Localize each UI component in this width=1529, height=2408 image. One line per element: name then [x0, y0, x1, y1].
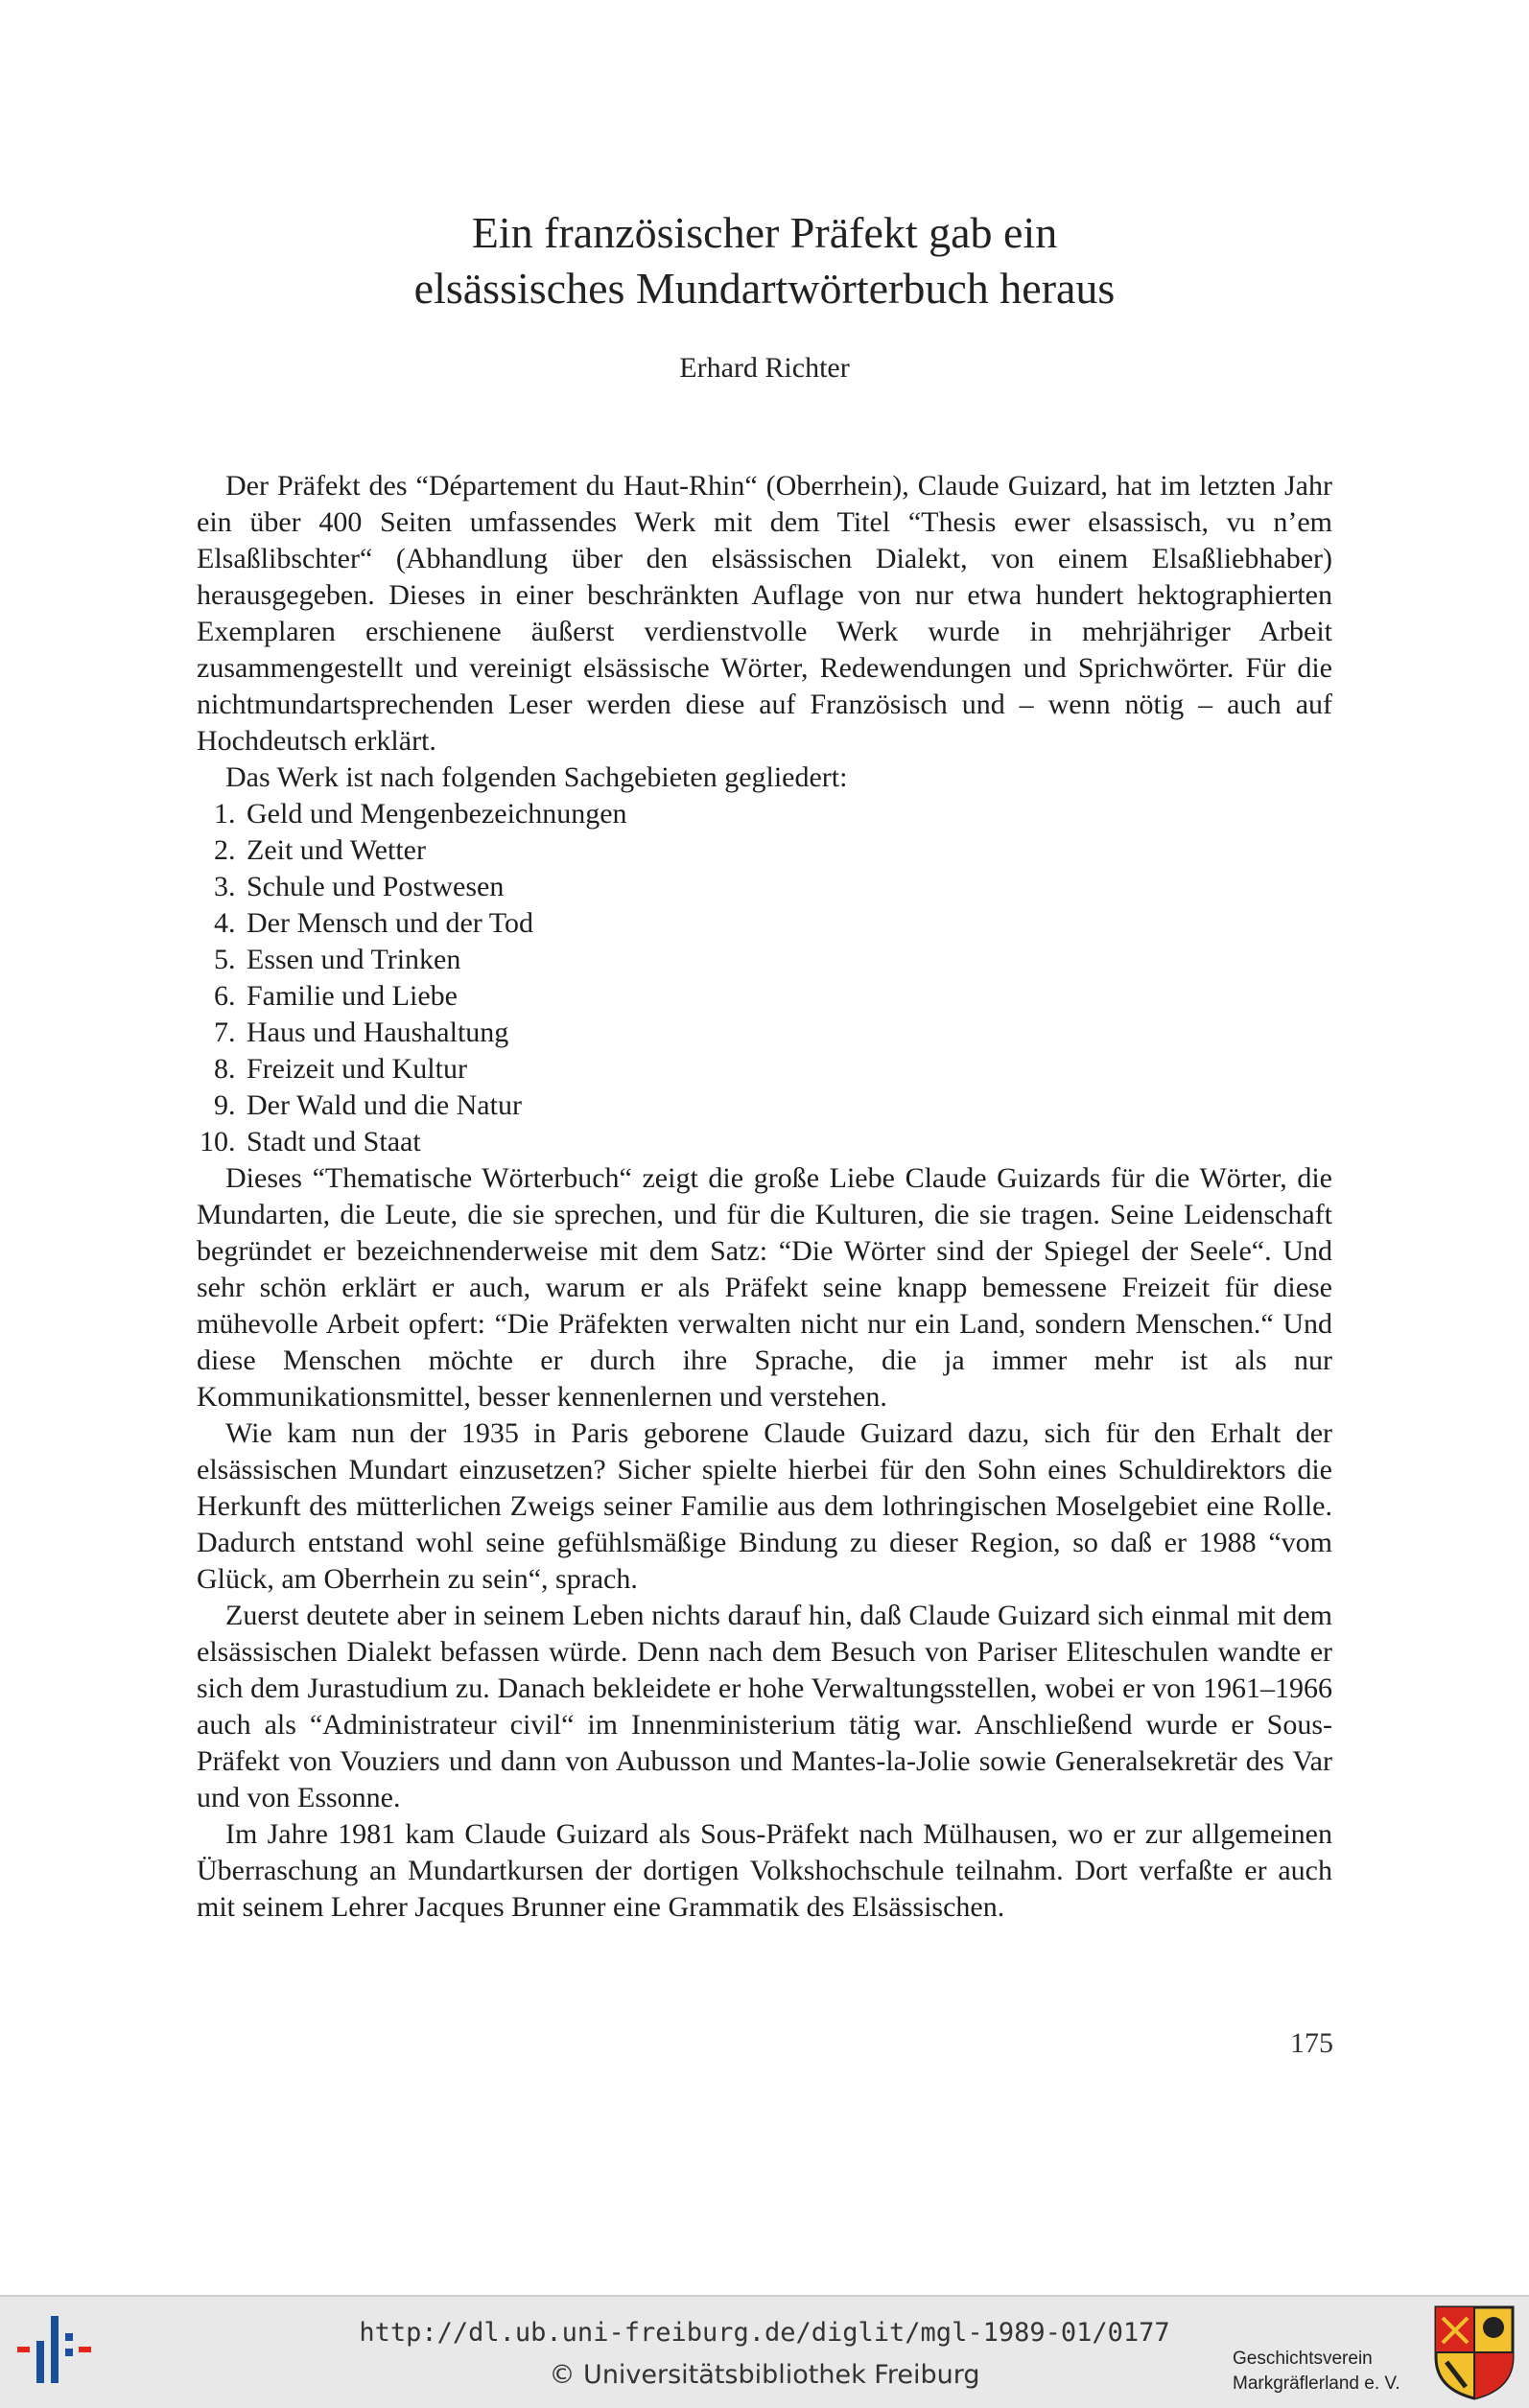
paragraph-career: Zuerst deutete aber in seinem Leben nichts darauf hin, daß Claude Guizard sich einmal mit dem elsässischen Dialekt befassen würde. Denn nach dem Besuch von Pariser Eliteschulen wandte er sich dem Jurastudium zu. Danach bekleidete er hohe Verwaltungsstellen, wobei er von 1961–1966 auch als “Administrateur civil“ im Innenministerium tätig war. Anschließend wurde er Sous-Präfekt von Vouziers und dann von Aubusson und Mantes-la-Jolie sowie Generalsekretär des Var und von Essonne.: [197, 1600, 1332, 1813]
page-title: [0, 205, 1529, 316]
list-item: 4. Der Mensch und der Tod: [243, 905, 1332, 942]
paragraph-muelhausen: Im Jahre 1981 kam Claude Guizard als Sous-Präfekt nach Mülhausen, wo er zur allgemeinen Überraschung an Mundartkursen der dortigen Volkshochschule teilnahm. Dort verfaßte er auch mit seinem Lehrer Jacques Brunner eine Grammatik des Elsässischen.: [197, 1818, 1332, 1923]
list-intro: Das Werk ist nach folgenden Sachgebieten gegliedert:: [225, 761, 848, 793]
list-item: 3. Schule und Postwesen: [243, 869, 1332, 905]
list-item: 9. Der Wald und die Natur: [243, 1087, 1332, 1124]
topic-list: [197, 796, 1332, 1160]
paragraph-intro: Der Präfekt des “Département du Haut-Rhin“ (Oberrhein), Claude Guizard, hat im letzten Jahr ein über 400 Seiten umfassendes Werk mit dem Titel “Thesis ewer elsassisch, vu n’em Elsaßlibschter“ (Abhandlung über den elsässischen Dialekt, von einem Elsaßliebhaber) herausgegeben. Dieses in einer beschränkten Auflage von nur etwa hundert hektographierten Exemplaren erschienene äußerst verdienstvolle Werk wurde in mehrjähriger Arbeit zusammengestellt und vereinigt elsässische Wörter, Redewendungen und Sprichwörter. Für die nichtmundartsprechenden Leser werden diese auf Französisch und – wenn nötig – auch auf Hochdeutsch erklärt.: [197, 470, 1332, 757]
society-name: [1233, 2347, 1424, 2396]
society-name-line-1: Geschichtsverein: [1233, 2349, 1373, 2369]
paragraph-dictionary: Dieses “Thematische Wörterbuch“ zeigt die große Liebe Claude Guizards für die Wörter, die Mundarten, die Leute, die sie sprechen, und für die Kulturen, die sie tragen. Seine Leidenschaft begründet er bezeichnenderweise mit dem Satz: “Die Wörter sind der Spiegel der Seele“. Und sehr schön erklärt er auch, warum er als Präfekt seine knapp bemessene Freizeit für diese mühevolle Arbeit opfert: “Die Präfekten verwalten nicht nur ein Land, sondern Menschen.“ Und diese Menschen möchte er durch ihre Sprache, die ja immer mehr ist als nur Kommunikationsmittel, besser kennenlernen und verstehen.: [197, 1162, 1332, 1413]
society-coat-of-arms-icon: [1433, 2304, 1516, 2400]
paragraph-origin: Wie kam nun der 1935 in Paris geborene Claude Guizard dazu, sich für den Erhalt der elsässischen Mundart einzusetzen? Sicher spielte hierbei für den Sohn eines Schuldirektors die Herkunft des mütterlichen Zweigs seiner Familie aus dem lothringischen Moselgebiet eine Rolle. Dadurch entstand wohl seine gefühlsmäßige Bindung zu dieser Region, so daß er 1988 “vom Glück, am Oberrhein zu sein“, sprach.: [197, 1417, 1332, 1595]
page-number: 175: [1290, 2027, 1333, 2059]
society-name-line-2: Markgräflerland e. V.: [1233, 2373, 1400, 2394]
document-url[interactable]: http://dl.ub.uni-freiburg.de/diglit/mgl-1989-01/0177: [359, 2318, 1170, 2348]
author-name: Erhard Richter: [679, 352, 850, 384]
list-item: 6. Familie und Liebe: [243, 978, 1332, 1015]
title-line-1: Ein französischer Präfekt gab ein: [471, 208, 1058, 257]
list-item: 7. Haus und Haushaltung: [243, 1015, 1332, 1051]
article-body: [197, 468, 1332, 1926]
copyright-notice: © Universitätsbibliothek Freiburg: [549, 2360, 980, 2390]
list-item: 5. Essen und Trinken: [243, 942, 1332, 978]
list-item: 10. Stadt und Staat: [243, 1124, 1332, 1160]
footer-bar: [0, 2295, 1529, 2408]
list-item: 2. Zeit und Wetter: [243, 832, 1332, 869]
title-line-2: elsässisches Mundartwörterbuch heraus: [413, 264, 1116, 313]
list-item: 1. Geld und Mengenbezeichnungen: [243, 796, 1332, 832]
list-item: 8. Freizeit und Kultur: [243, 1051, 1332, 1087]
